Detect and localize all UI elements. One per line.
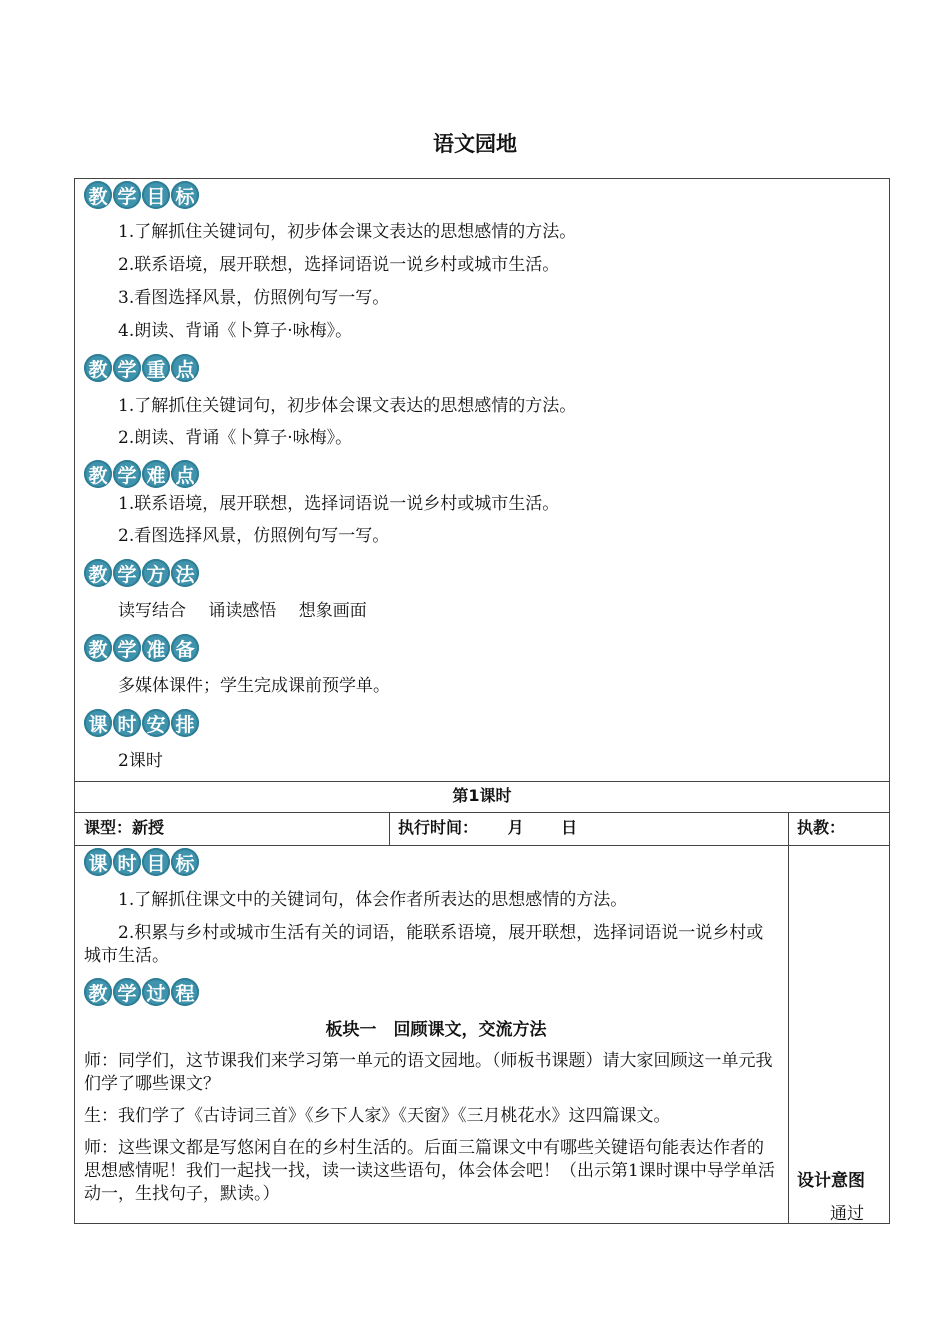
difficulty-item: 1.联系语境，展开联想，选择词语说一说乡村或城市生活。	[118, 494, 560, 514]
methods-badge: 教 学 方 法	[84, 559, 199, 587]
column-divider	[788, 812, 789, 1224]
teacher-label: 执教：	[797, 818, 846, 837]
key-point-item: 1.了解抓住关键词句，初步体会课文表达的思想感情的方法。	[118, 396, 577, 416]
lesson-title: 第1课时	[452, 786, 512, 805]
difficulty-item: 2.看图选择风景，仿照例句写一写。	[118, 526, 390, 546]
key-point-item: 2.朗读、背诵《卜算子·咏梅》。	[118, 428, 353, 448]
methods-text: 读写结合 诵读感悟 想象画面	[118, 601, 367, 621]
difficulties-badge: 教 学 难 点	[84, 460, 199, 488]
dialogue-student: 生：我们学了《古诗词三首》《乡下人家》《天窗》《三月桃花水》这四篇课文。	[84, 1106, 671, 1126]
block-title: 板块一 回顾课文，交流方法	[325, 1020, 547, 1040]
teaching-goals-badge: 教 学 目 标	[84, 181, 199, 209]
row-divider	[74, 845, 890, 846]
row-divider	[74, 812, 890, 813]
column-divider	[389, 812, 390, 845]
execution-time: 执行时间： 月 日	[398, 818, 578, 837]
dialogue-teacher: 师：同学们，这节课我们来学习第一单元的语文园地。（师板书课题）请大家回顾这一单元我们学了哪些课文？	[84, 1051, 773, 1094]
row-divider	[74, 781, 890, 782]
schedule-badge: 课 时 安 排	[84, 709, 199, 737]
goal-item: 3.看图选择风景，仿照例句写一写。	[118, 288, 390, 308]
document-title: 语文园地	[433, 132, 517, 156]
design-intent-text: 通过	[830, 1204, 864, 1224]
dialogue-teacher: 师：这些课文都是写悠闲自在的乡村生活的。后面三篇课文中有哪些关键语句能表达作者的思想感情呢！我们一起找一找，读一读这些语句，体会体会吧！（出示第1课时课中导学单活动一，生找句子，默读。）	[84, 1138, 775, 1204]
teaching-process-badge: 教 学 过 程	[84, 978, 199, 1006]
goal-item: 1.了解抓住关键词句，初步体会课文表达的思想感情的方法。	[118, 222, 577, 242]
schedule-text: 2课时	[118, 751, 163, 771]
lesson-goals-badge: 课 时 目 标	[84, 848, 199, 876]
lesson-type: 课型：新授	[84, 818, 165, 837]
lesson-goal-item: 2.积累与乡村或城市生活有关的词语，能联系语境，展开联想，选择词语说一说乡村或城市生活。	[84, 923, 764, 966]
goal-item: 2.联系语境，展开联想，选择词语说一说乡村或城市生活。	[118, 255, 560, 275]
preparation-text: 多媒体课件；学生完成课前预学单。	[118, 676, 390, 696]
key-points-badge: 教 学 重 点	[84, 354, 199, 382]
lesson-goal-item: 1.了解抓住课文中的关键词句，体会作者所表达的思想感情的方法。	[118, 890, 628, 910]
design-intent-label: 设计意图	[797, 1171, 865, 1191]
preparation-badge: 教 学 准 备	[84, 634, 199, 662]
goal-item: 4.朗读、背诵《卜算子·咏梅》。	[118, 321, 353, 341]
